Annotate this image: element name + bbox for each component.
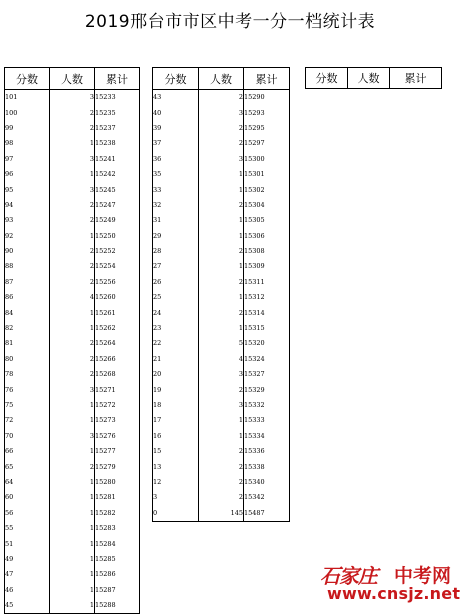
count-cell: 3 xyxy=(199,398,244,413)
table-row xyxy=(5,229,140,244)
cumulative-cell: 15281 xyxy=(95,490,140,505)
count-cell: 1 xyxy=(50,536,95,551)
count-cell: 3 xyxy=(199,105,244,120)
score-cell: 80 xyxy=(5,352,50,367)
cumulative-cell: 15252 xyxy=(95,244,140,259)
score-cell: 26 xyxy=(153,275,199,290)
score-cell: 32 xyxy=(153,198,199,213)
count-cell: 1 xyxy=(50,167,95,182)
header-count: 人数 xyxy=(50,68,95,90)
score-cell: 51 xyxy=(5,536,50,551)
cumulative-cell: 15306 xyxy=(244,229,290,244)
count-cell: 2 xyxy=(199,305,244,320)
cumulative-cell: 15293 xyxy=(244,105,290,120)
score-cell: 15 xyxy=(153,444,199,459)
score-cell: 87 xyxy=(5,275,50,290)
score-cell: 21 xyxy=(153,352,199,367)
table-row xyxy=(153,336,290,351)
cumulative-cell: 15288 xyxy=(95,598,140,614)
cumulative-cell: 15324 xyxy=(244,352,290,367)
count-cell: 1 xyxy=(199,321,244,336)
cumulative-cell: 15308 xyxy=(244,244,290,259)
count-cell: 2 xyxy=(199,121,244,136)
score-cell: 28 xyxy=(153,244,199,259)
table-row xyxy=(5,167,140,182)
count-cell: 1 xyxy=(50,583,95,598)
table-row xyxy=(5,583,140,598)
count-cell: 2 xyxy=(199,475,244,490)
watermark-site-name: 中考网 xyxy=(394,565,452,587)
score-cell: 12 xyxy=(153,475,199,490)
table-row xyxy=(153,459,290,474)
count-cell: 2 xyxy=(199,136,244,151)
count-cell: 1 xyxy=(50,552,95,567)
count-cell: 2 xyxy=(50,198,95,213)
cumulative-cell: 15290 xyxy=(244,90,290,106)
count-cell: 3 xyxy=(50,90,95,106)
cumulative-cell: 15272 xyxy=(95,398,140,413)
score-cell: 43 xyxy=(153,90,199,106)
table-row xyxy=(5,475,140,490)
score-cell: 101 xyxy=(5,90,50,106)
cumulative-cell: 15487 xyxy=(244,506,290,522)
table-row xyxy=(5,444,140,459)
count-cell: 1 xyxy=(50,229,95,244)
cumulative-cell: 15279 xyxy=(95,459,140,474)
table-row xyxy=(153,90,290,106)
table-header-row xyxy=(5,68,140,90)
table-row xyxy=(5,536,140,551)
cumulative-cell: 15282 xyxy=(95,506,140,521)
cumulative-cell: 15295 xyxy=(244,121,290,136)
table-row xyxy=(5,490,140,505)
score-cell: 0 xyxy=(153,506,199,522)
score-cell: 95 xyxy=(5,182,50,197)
table-row xyxy=(5,567,140,582)
count-cell: 2 xyxy=(199,382,244,397)
table-row xyxy=(5,367,140,382)
table-row xyxy=(153,198,290,213)
cumulative-cell: 15284 xyxy=(95,536,140,551)
cumulative-cell: 15286 xyxy=(95,567,140,582)
score-table-2-body xyxy=(153,90,290,522)
cumulative-cell: 15264 xyxy=(95,336,140,351)
count-cell: 1 xyxy=(50,521,95,536)
cumulative-cell: 15285 xyxy=(95,552,140,567)
table-row xyxy=(5,398,140,413)
cumulative-cell: 15268 xyxy=(95,367,140,382)
count-cell: 3 xyxy=(199,367,244,382)
table-row xyxy=(153,490,290,505)
table-row xyxy=(5,352,140,367)
score-cell: 81 xyxy=(5,336,50,351)
score-cell: 66 xyxy=(5,444,50,459)
table-row xyxy=(153,275,290,290)
count-cell: 2 xyxy=(199,459,244,474)
cumulative-cell: 15247 xyxy=(95,198,140,213)
table-row xyxy=(153,152,290,167)
score-cell: 82 xyxy=(5,321,50,336)
table-row xyxy=(153,229,290,244)
count-cell: 2 xyxy=(199,444,244,459)
count-cell: 2 xyxy=(50,352,95,367)
table-row xyxy=(5,259,140,274)
count-cell: 3 xyxy=(50,429,95,444)
score-cell: 37 xyxy=(153,136,199,151)
table-row xyxy=(153,259,290,274)
score-cell: 39 xyxy=(153,121,199,136)
count-cell: 1 xyxy=(50,506,95,521)
score-cell: 75 xyxy=(5,398,50,413)
cumulative-cell: 15238 xyxy=(95,136,140,151)
count-cell: 3 xyxy=(199,152,244,167)
score-cell: 33 xyxy=(153,182,199,197)
cumulative-cell: 15333 xyxy=(244,413,290,428)
table-row xyxy=(5,152,140,167)
count-cell: 1 xyxy=(199,413,244,428)
score-cell: 18 xyxy=(153,398,199,413)
cumulative-cell: 15241 xyxy=(95,152,140,167)
cumulative-cell: 15320 xyxy=(244,336,290,351)
table-row xyxy=(5,598,140,614)
cumulative-cell: 15242 xyxy=(95,167,140,182)
cumulative-cell: 15315 xyxy=(244,321,290,336)
table-row xyxy=(153,290,290,305)
cumulative-cell: 15309 xyxy=(244,259,290,274)
count-cell: 1 xyxy=(50,444,95,459)
count-cell: 2 xyxy=(50,459,95,474)
score-cell: 60 xyxy=(5,490,50,505)
count-cell: 3 xyxy=(50,382,95,397)
count-cell: 2 xyxy=(50,105,95,120)
table-row xyxy=(5,305,140,320)
cumulative-cell: 15245 xyxy=(95,182,140,197)
cumulative-cell: 15254 xyxy=(95,259,140,274)
table-row xyxy=(5,429,140,444)
cumulative-cell: 15336 xyxy=(244,444,290,459)
score-cell: 19 xyxy=(153,382,199,397)
cumulative-cell: 15261 xyxy=(95,305,140,320)
count-cell: 1 xyxy=(50,475,95,490)
cumulative-cell: 15338 xyxy=(244,459,290,474)
table-row xyxy=(153,182,290,197)
score-cell: 27 xyxy=(153,259,199,274)
score-cell: 49 xyxy=(5,552,50,567)
table-row xyxy=(5,121,140,136)
cumulative-cell: 15304 xyxy=(244,198,290,213)
table-row xyxy=(5,521,140,536)
cumulative-cell: 15266 xyxy=(95,352,140,367)
table-row xyxy=(153,506,290,522)
cumulative-cell: 15250 xyxy=(95,229,140,244)
score-cell: 40 xyxy=(153,105,199,120)
cumulative-cell: 15260 xyxy=(95,290,140,305)
table-row xyxy=(153,305,290,320)
score-cell: 29 xyxy=(153,229,199,244)
watermark-url: www.cnsjz.net xyxy=(327,584,460,603)
score-cell: 94 xyxy=(5,198,50,213)
table-row xyxy=(153,367,290,382)
cumulative-cell: 15334 xyxy=(244,429,290,444)
cumulative-cell: 15302 xyxy=(244,182,290,197)
cumulative-cell: 15312 xyxy=(244,290,290,305)
cumulative-cell: 15332 xyxy=(244,398,290,413)
table-row xyxy=(5,182,140,197)
score-cell: 96 xyxy=(5,167,50,182)
table-row xyxy=(5,244,140,259)
table-row xyxy=(5,290,140,305)
count-cell: 2 xyxy=(50,259,95,274)
cumulative-cell: 15311 xyxy=(244,275,290,290)
header-score: 分数 xyxy=(306,68,348,89)
score-cell: 16 xyxy=(153,429,199,444)
table-row xyxy=(153,429,290,444)
count-cell: 1 xyxy=(50,598,95,614)
score-cell: 47 xyxy=(5,567,50,582)
count-cell: 2 xyxy=(199,244,244,259)
count-cell: 1 xyxy=(50,490,95,505)
count-cell: 1 xyxy=(50,321,95,336)
count-cell: 1 xyxy=(199,167,244,182)
cumulative-cell: 15327 xyxy=(244,367,290,382)
cumulative-cell: 15262 xyxy=(95,321,140,336)
count-cell: 2 xyxy=(50,121,95,136)
count-cell: 1 xyxy=(199,429,244,444)
count-cell: 4 xyxy=(199,352,244,367)
header-count: 人数 xyxy=(348,68,390,89)
count-cell: 2 xyxy=(199,490,244,505)
table-row xyxy=(5,275,140,290)
table-header-row xyxy=(153,68,290,90)
table-row xyxy=(153,444,290,459)
score-cell: 35 xyxy=(153,167,199,182)
count-cell: 1 xyxy=(50,413,95,428)
score-table-2 xyxy=(152,67,290,522)
count-cell: 1 xyxy=(50,305,95,320)
cumulative-cell: 15287 xyxy=(95,583,140,598)
cumulative-cell: 15297 xyxy=(244,136,290,151)
table-row xyxy=(153,352,290,367)
score-cell: 92 xyxy=(5,229,50,244)
table-row xyxy=(5,552,140,567)
header-count: 人数 xyxy=(199,68,244,90)
header-score: 分数 xyxy=(5,68,50,90)
cumulative-cell: 15271 xyxy=(95,382,140,397)
score-cell: 76 xyxy=(5,382,50,397)
score-cell: 86 xyxy=(5,290,50,305)
count-cell: 4 xyxy=(50,290,95,305)
score-cell: 93 xyxy=(5,213,50,228)
count-cell: 1 xyxy=(199,290,244,305)
cumulative-cell: 15277 xyxy=(95,444,140,459)
score-cell: 24 xyxy=(153,305,199,320)
table-row xyxy=(153,244,290,259)
cumulative-cell: 15283 xyxy=(95,521,140,536)
score-cell: 56 xyxy=(5,506,50,521)
table-row xyxy=(153,121,290,136)
cumulative-cell: 15233 xyxy=(95,90,140,106)
count-cell: 1 xyxy=(199,229,244,244)
table-row xyxy=(5,506,140,521)
score-cell: 88 xyxy=(5,259,50,274)
score-cell: 13 xyxy=(153,459,199,474)
score-table-3 xyxy=(305,67,442,89)
cumulative-cell: 15340 xyxy=(244,475,290,490)
count-cell: 5 xyxy=(199,336,244,351)
count-cell: 3 xyxy=(50,182,95,197)
table-row xyxy=(153,382,290,397)
count-cell: 2 xyxy=(50,336,95,351)
count-cell: 2 xyxy=(199,90,244,106)
cumulative-cell: 15237 xyxy=(95,121,140,136)
score-cell: 22 xyxy=(153,336,199,351)
cumulative-cell: 15301 xyxy=(244,167,290,182)
score-cell: 20 xyxy=(153,367,199,382)
count-cell: 1 xyxy=(50,567,95,582)
table-row xyxy=(153,475,290,490)
table-row xyxy=(153,105,290,120)
count-cell: 2 xyxy=(50,367,95,382)
watermark-logo: 石家庄 xyxy=(320,564,377,588)
cumulative-cell: 15305 xyxy=(244,213,290,228)
table-row xyxy=(5,459,140,474)
score-table-1 xyxy=(4,67,140,614)
cumulative-cell: 15342 xyxy=(244,490,290,505)
table-row xyxy=(153,213,290,228)
table-row xyxy=(153,413,290,428)
cumulative-cell: 15314 xyxy=(244,305,290,320)
table-row xyxy=(5,321,140,336)
score-table-1-body xyxy=(5,90,140,614)
count-cell: 1 xyxy=(199,213,244,228)
count-cell: 145 xyxy=(199,506,244,522)
header-cumulative: 累计 xyxy=(95,68,140,90)
table-row xyxy=(153,136,290,151)
table-row xyxy=(5,382,140,397)
count-cell: 3 xyxy=(50,152,95,167)
score-cell: 99 xyxy=(5,121,50,136)
score-cell: 70 xyxy=(5,429,50,444)
score-cell: 36 xyxy=(153,152,199,167)
table-row xyxy=(153,167,290,182)
score-cell: 65 xyxy=(5,459,50,474)
score-cell: 98 xyxy=(5,136,50,151)
score-cell: 84 xyxy=(5,305,50,320)
count-cell: 1 xyxy=(50,398,95,413)
score-cell: 3 xyxy=(153,490,199,505)
score-cell: 97 xyxy=(5,152,50,167)
cumulative-cell: 15276 xyxy=(95,429,140,444)
cumulative-cell: 15280 xyxy=(95,475,140,490)
count-cell: 1 xyxy=(50,136,95,151)
table-row xyxy=(153,321,290,336)
table-row xyxy=(5,136,140,151)
score-cell: 23 xyxy=(153,321,199,336)
page-title: 2019邢台市市区中考一分一档统计表 xyxy=(84,12,376,32)
table-header-row xyxy=(306,68,442,89)
score-cell: 72 xyxy=(5,413,50,428)
header-cumulative: 累计 xyxy=(244,68,290,90)
cumulative-cell: 15329 xyxy=(244,382,290,397)
table-row xyxy=(5,90,140,106)
cumulative-cell: 15273 xyxy=(95,413,140,428)
score-cell: 31 xyxy=(153,213,199,228)
table-row xyxy=(5,105,140,120)
score-cell: 90 xyxy=(5,244,50,259)
score-cell: 78 xyxy=(5,367,50,382)
table-row xyxy=(5,336,140,351)
count-cell: 2 xyxy=(50,244,95,259)
score-cell: 45 xyxy=(5,598,50,614)
cumulative-cell: 15249 xyxy=(95,213,140,228)
score-cell: 46 xyxy=(5,583,50,598)
header-cumulative: 累计 xyxy=(390,68,442,89)
cumulative-cell: 15235 xyxy=(95,105,140,120)
score-cell: 55 xyxy=(5,521,50,536)
table-row xyxy=(153,398,290,413)
count-cell: 2 xyxy=(50,213,95,228)
count-cell: 1 xyxy=(199,182,244,197)
score-cell: 25 xyxy=(153,290,199,305)
count-cell: 2 xyxy=(199,275,244,290)
count-cell: 2 xyxy=(199,198,244,213)
score-cell: 17 xyxy=(153,413,199,428)
table-row xyxy=(5,198,140,213)
score-cell: 100 xyxy=(5,105,50,120)
score-cell: 64 xyxy=(5,475,50,490)
count-cell: 1 xyxy=(199,259,244,274)
count-cell: 2 xyxy=(50,275,95,290)
cumulative-cell: 15256 xyxy=(95,275,140,290)
header-score: 分数 xyxy=(153,68,199,90)
table-row xyxy=(5,213,140,228)
cumulative-cell: 15300 xyxy=(244,152,290,167)
table-row xyxy=(5,413,140,428)
